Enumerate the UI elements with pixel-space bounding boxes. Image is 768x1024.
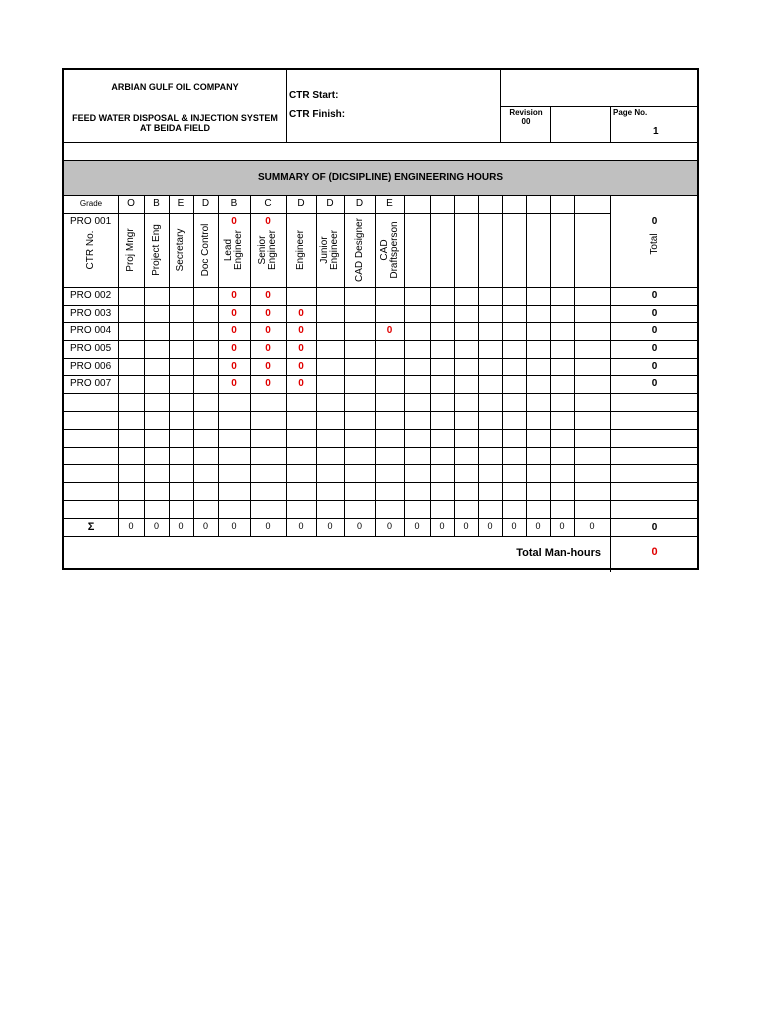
column-sum-cell: 0 <box>439 521 445 531</box>
discipline-header: Proj Mngr <box>125 228 136 272</box>
total-manhours-value: 0 <box>651 546 658 558</box>
column-sum-cell: 0 <box>202 521 208 531</box>
hours-cell: 0 <box>298 343 304 354</box>
hours-cell: 0 <box>231 308 237 319</box>
grade-label: Grade <box>79 199 103 208</box>
total-manhours-label: Total Man-hours <box>516 547 601 559</box>
discipline-header: Engineer <box>295 229 306 271</box>
hours-cell: 0 <box>298 308 304 319</box>
ctr-number-cell: PRO 002 <box>70 290 112 301</box>
column-sum-cell: 0 <box>153 521 159 531</box>
hours-cell: 0 <box>231 343 237 354</box>
discipline-header: Lead Engineer <box>223 229 244 271</box>
hours-cell: 0 <box>231 216 237 227</box>
ctr-number-cell: PRO 005 <box>70 343 112 354</box>
column-sum-cell: 0 <box>327 521 333 531</box>
row-total-cell: 0 <box>651 308 658 319</box>
column-sum-cell: 0 <box>559 521 565 531</box>
grid-line <box>500 106 699 107</box>
grid-line <box>64 482 699 483</box>
discipline-header: CAD Draftsperson <box>378 221 400 279</box>
column-sum-cell: 0 <box>128 521 134 531</box>
grid-line <box>64 305 699 306</box>
column-sum-cell: 0 <box>265 521 271 531</box>
page-number-label: Page No. <box>613 108 648 117</box>
grid-line <box>64 160 699 161</box>
column-sum-cell: 0 <box>356 521 362 531</box>
grid-line <box>118 195 119 536</box>
row-total-cell: 0 <box>651 325 658 336</box>
grid-line <box>64 142 699 143</box>
column-sum-cell: 0 <box>589 521 595 531</box>
ctr-start-label: CTR Start: <box>289 90 339 101</box>
hours-cell: 0 <box>265 290 271 301</box>
hours-cell: 0 <box>298 361 304 372</box>
grid-line <box>64 287 699 288</box>
grade-cell: O <box>127 198 135 209</box>
grid-line <box>550 106 551 142</box>
grade-cell: C <box>264 198 272 209</box>
row-total-cell: 0 <box>651 361 658 372</box>
hours-cell: 0 <box>231 378 237 389</box>
grand-sum-cell: 0 <box>651 522 658 533</box>
column-sum-cell: 0 <box>178 521 184 531</box>
ctr-number-cell: PRO 007 <box>70 378 112 389</box>
grid-line <box>430 195 431 536</box>
row-total-cell: 0 <box>651 343 658 354</box>
revision-value: 00 <box>521 117 531 126</box>
hours-cell: 0 <box>231 290 237 301</box>
grid-line <box>316 195 317 536</box>
grid-line <box>64 340 699 341</box>
hours-cell: 0 <box>265 361 271 372</box>
column-sum-cell: 0 <box>535 521 541 531</box>
grid-line <box>478 195 479 536</box>
ctr-number-label: CTR No. <box>85 230 96 270</box>
grade-cell: E <box>177 198 185 209</box>
grid-line <box>64 518 699 519</box>
grid-line <box>64 375 699 376</box>
grid-line <box>454 195 455 536</box>
hours-cell: 0 <box>231 361 237 372</box>
grid-line <box>193 195 194 536</box>
discipline-header: Senior Engineer <box>257 229 278 271</box>
discipline-header: Doc Control <box>199 223 211 277</box>
discipline-header: CAD Designer <box>353 218 365 282</box>
hours-cell: 0 <box>265 378 271 389</box>
grid-line <box>64 213 610 214</box>
grid-line <box>375 195 376 536</box>
sheet-title: SUMMARY OF (DICSIPLINE) ENGINEERING HOURS <box>257 172 503 183</box>
grid-line <box>404 195 405 536</box>
discipline-header: Project Eng <box>150 224 162 276</box>
grid-line <box>344 195 345 536</box>
hours-cell: 0 <box>265 308 271 319</box>
column-sum-cell: 0 <box>231 521 237 531</box>
grid-line <box>144 195 145 536</box>
grid-line <box>574 195 575 536</box>
grid-line <box>610 106 611 142</box>
company-name: ARBIAN GULF OIL COMPANY <box>111 82 239 92</box>
grade-cell: B <box>153 198 160 209</box>
grid-line <box>64 393 699 394</box>
grid-line <box>64 195 699 196</box>
column-sum-cell: 0 <box>414 521 420 531</box>
grid-line <box>526 195 527 536</box>
column-sum-cell: 0 <box>386 521 392 531</box>
grade-cell: B <box>230 198 238 209</box>
hours-cell: 0 <box>265 343 271 354</box>
row-total-cell: 0 <box>651 290 658 301</box>
column-sum-cell: 0 <box>487 521 493 531</box>
grid-line <box>64 411 699 412</box>
row-total-cell: 0 <box>651 216 658 227</box>
ctr-number-cell: PRO 004 <box>70 325 112 336</box>
grid-line <box>64 358 699 359</box>
hours-cell: 0 <box>386 325 393 336</box>
sum-label: Σ <box>87 521 95 533</box>
hours-cell: 0 <box>265 216 271 227</box>
grid-line <box>286 70 287 142</box>
hours-cell: 0 <box>298 378 304 389</box>
engineering-hours-sheet <box>62 68 699 570</box>
ctr-finish-label: CTR Finish: <box>289 109 346 120</box>
page-number-value: 1 <box>653 126 659 137</box>
revision-label: Revision <box>509 108 543 117</box>
grid-line <box>64 536 699 537</box>
grade-cell: E <box>386 198 393 209</box>
row-total-cell: 0 <box>651 378 658 389</box>
ctr-number-cell: PRO 003 <box>70 308 112 319</box>
column-sum-cell: 0 <box>511 521 517 531</box>
project-title-line2: AT BEIDA FIELD <box>140 123 210 133</box>
grade-cell: D <box>355 198 364 209</box>
grid-line <box>64 322 699 323</box>
grid-line <box>64 464 699 465</box>
grade-cell: D <box>297 198 305 209</box>
grade-cell: D <box>326 198 334 209</box>
grid-line <box>550 195 551 536</box>
grid-line <box>502 195 503 536</box>
grid-line <box>64 429 699 430</box>
grid-line <box>169 195 170 536</box>
total-column-label: Total <box>648 233 660 255</box>
column-sum-cell: 0 <box>298 521 304 531</box>
column-sum-cell: 0 <box>463 521 469 531</box>
ctr-number-cell: PRO 001 <box>70 216 112 227</box>
grid-line <box>64 500 699 501</box>
grade-cell: D <box>201 198 210 209</box>
hours-cell: 0 <box>231 325 237 336</box>
grid-line <box>64 447 699 448</box>
ctr-number-cell: PRO 006 <box>70 361 112 372</box>
hours-cell: 0 <box>298 325 304 336</box>
discipline-header: Secretary <box>175 228 186 272</box>
project-title-line1: FEED WATER DISPOSAL & INJECTION SYSTEM <box>72 113 278 123</box>
discipline-header: Junior Engineer <box>319 229 340 271</box>
hours-cell: 0 <box>265 325 271 336</box>
